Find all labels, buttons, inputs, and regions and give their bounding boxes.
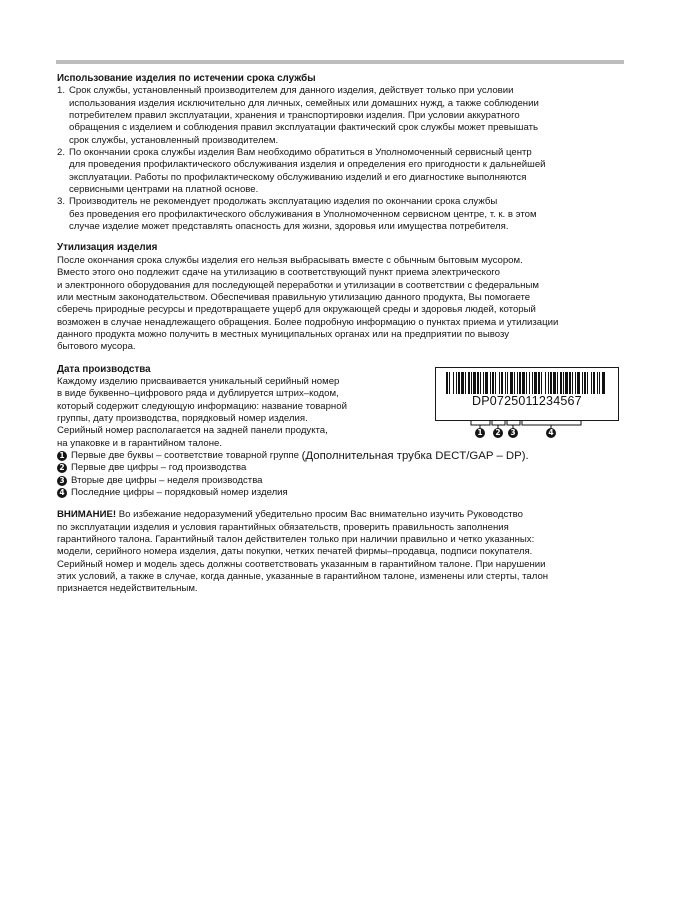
- text-line: модели, серийного номера изделия, даты покупки, четких печатей фирмы–продавца, подписи покупателя.: [57, 546, 533, 558]
- barcode-bar: [591, 372, 592, 394]
- text-line: бытового мусора.: [57, 341, 136, 353]
- barcode-bar: [538, 372, 540, 394]
- text-line: сберечь природные ресурсы и предотвращаете ущерб для окружающей среды и здоровья людей, который: [57, 304, 536, 316]
- text-line: Серийный номер располагается на задней панели продукта,: [57, 425, 328, 437]
- barcode-bar: [519, 372, 521, 394]
- text-line: По окончании срока службы изделия Вам необходимо обратиться в Уполномоченный сервисный центр: [69, 147, 532, 159]
- text-line: который содержит следующую информацию: название товарной: [57, 400, 347, 412]
- production-date-heading: Дата производства: [57, 363, 151, 375]
- barcode-bar: [602, 372, 605, 394]
- text-line: потребителем правил эксплуатации, хранения и транспортировки изделия. При условии аккуратного: [69, 110, 520, 122]
- marker-1: 1: [475, 428, 485, 438]
- barcode-bar: [565, 372, 568, 394]
- barcode-bar: [490, 372, 491, 394]
- item-number: 3.: [57, 196, 66, 208]
- text-line: срок службы, установленный производителем.: [69, 134, 279, 146]
- text-line: обращения с изделием и соблюдения правил эксплуатации фактический срок службы может превышать: [69, 122, 538, 134]
- barcode-bar: [593, 372, 595, 394]
- usage-heading: Использование изделия по истечении срока службы: [57, 73, 316, 84]
- legend-text: Последние цифры – порядковый номер изделия: [71, 487, 288, 498]
- barcode-bar: [461, 372, 464, 394]
- marker-3: 3: [57, 476, 67, 486]
- barcode-bar: [517, 372, 518, 394]
- barcode-bar: [560, 372, 562, 394]
- barcode-bar: [492, 372, 494, 394]
- text-line: или местным законодательством. Обеспечивая правильную утилизацию данного продукта, Вы помогаете: [57, 291, 531, 303]
- item-number: 1.: [57, 85, 66, 97]
- barcode-bar: [446, 372, 448, 394]
- text-line: Каждому изделию присваивается уникальный серийный номер: [57, 375, 340, 387]
- top-divider: [56, 60, 624, 64]
- document-body: [57, 73, 623, 596]
- barcode-bar: [534, 372, 537, 394]
- legend-row-1: [57, 450, 623, 462]
- legend-row-3: [57, 475, 623, 487]
- barcode-bar: [569, 372, 571, 394]
- barcode-bar: [465, 372, 466, 394]
- barcode-bar: [510, 372, 513, 394]
- text-line: по эксплуатации изделия и условия гарантийных обязательств, проверить правильность заполнения: [57, 521, 509, 533]
- text-line: Серийный номер и модель здесь должны соответствовать указанным в гарантийном талоне. При нарушении: [57, 558, 546, 570]
- text-line: сервисными центрами на платной основе.: [69, 184, 259, 196]
- legend-text: Первые две цифры – год производства: [71, 462, 247, 474]
- legend-text: Первые две буквы – соответствие товарной группе: [71, 449, 302, 461]
- barcode-bar: [449, 372, 450, 394]
- text-line: для проведения профилактического обслуживания изделия и определения его пригодности к дальнейшей: [69, 159, 546, 171]
- legend-row-4: [57, 487, 623, 499]
- barcode-bar: [532, 372, 533, 394]
- marker-1: 1: [57, 451, 67, 461]
- barcode-bar: [477, 372, 479, 394]
- text-line: признается недействительным.: [57, 583, 198, 595]
- barcode-bar: [507, 372, 508, 394]
- barcode-label: [435, 367, 619, 421]
- text-line: После окончания срока службы изделия его нельзя выбрасывать вместе с обычным бытовым мусором.: [57, 254, 523, 266]
- barcode-bar: [514, 372, 515, 394]
- marker-2: 2: [57, 463, 67, 473]
- text-line: случае изделие может представлять опасность для жизни, здоровья или имущества потребителя.: [69, 221, 509, 233]
- legend-row-2: [57, 462, 623, 474]
- usage-item-1: [57, 85, 623, 147]
- barcode-bar: [485, 372, 488, 394]
- barcode-bar: [577, 372, 580, 394]
- serial-number: DP0725011234567: [472, 393, 582, 408]
- barcode-bar: [557, 372, 558, 394]
- text-line: Вместо этого оно подлежит сдаче на утилизацию в соответствующий пункт приема электрического: [57, 267, 500, 279]
- text-line: Производитель не рекомендует продолжать эксплуатацию изделия по окончании срока службы: [69, 196, 498, 208]
- text-line: эксплуатации. Работы по профилактическому обслуживанию изделий и его диагностике выполняются: [69, 171, 527, 183]
- barcode-bar: [584, 372, 586, 394]
- barcode-bar: [480, 372, 481, 394]
- legend-extra: (Дополнительная трубка DECT/GAP – DP).: [301, 449, 529, 462]
- text-line: гарантийного талона. Гарантийный талон действителен только при наличии правильно и четко указанных:: [57, 534, 535, 546]
- marker-4: 4: [546, 428, 556, 438]
- usage-section: [57, 73, 623, 233]
- barcode-icon: [446, 372, 608, 394]
- attention-first-line: [57, 509, 623, 521]
- item-number: 2.: [57, 147, 66, 159]
- disposal-heading: Утилизация изделия: [57, 242, 158, 254]
- barcode-bar: [548, 372, 549, 394]
- barcode-bar: [587, 372, 588, 394]
- barcode-bar: [456, 372, 457, 394]
- text-line: в виде буквенно–цифрового ряда и дублируется штрих–кодом,: [57, 388, 339, 400]
- marker-4: 4: [57, 488, 67, 498]
- barcode-bar: [550, 372, 552, 394]
- text-line: этих условий, а также в случае, когда данные, указанные в гарантийном талоне, изменены или стерты, талон: [57, 571, 549, 583]
- barcode-bar: [505, 372, 506, 394]
- barcode-bar: [563, 372, 564, 394]
- barcode-bar: [495, 372, 496, 394]
- barcode-bar: [553, 372, 556, 394]
- barcode-bar: [501, 372, 503, 394]
- text-line: без проведения его профилактического обслуживания в Уполномоченном сервисном центре, т. к. в этом: [69, 208, 537, 220]
- text-line: использования изделия исключительно для личных, семейных или домашних нужд, а также соблюдении: [69, 97, 539, 109]
- text-line: Срок службы, установленный производителем для данного изделия, действует только при условии: [69, 85, 514, 97]
- barcode-bar: [529, 372, 530, 394]
- disposal-section: [57, 242, 623, 353]
- barcode-bar: [572, 372, 573, 394]
- barcode-bar: [526, 372, 527, 394]
- marker-3: 3: [508, 428, 518, 438]
- usage-item-3: [57, 196, 623, 233]
- barcode-bar: [453, 372, 454, 394]
- barcode-bar: [597, 372, 598, 394]
- barcode-bar: [541, 372, 542, 394]
- barcode-bar: [499, 372, 500, 394]
- barcode-bar: [582, 372, 583, 394]
- barcode-bar: [545, 372, 546, 394]
- text-line: группы, дату производства, порядковый номер изделия.: [57, 412, 308, 424]
- text-line: на упаковке и в гарантийном талоне.: [57, 437, 223, 449]
- attention-text: Во избежание недоразумений убедительно просим Вас внимательно изучить Руководство: [116, 509, 523, 521]
- barcode-bar: [483, 372, 484, 394]
- usage-item-2: [57, 147, 623, 196]
- text-line: и электронного оборудования для последующей переработки и утилизации в соответствии с федеральным: [57, 279, 539, 291]
- text-line: возможен в случае ненадлежащего обращения. Более подробную информацию о пунктах приема и утилизации: [57, 316, 559, 328]
- barcode-bar: [522, 372, 525, 394]
- barcode-bar: [458, 372, 460, 394]
- barcode-bar: [471, 372, 472, 394]
- barcode-bar: [473, 372, 476, 394]
- serial-brackets: [435, 420, 617, 430]
- barcode-bar: [575, 372, 576, 394]
- legend-text: Вторые две цифры – неделя производства: [71, 474, 263, 486]
- barcode-bar: [599, 372, 600, 394]
- production-date-section: [57, 364, 623, 500]
- attention-label: ВНИМАНИЕ!: [57, 509, 117, 521]
- text-line: данного продукта можно получить в местных муниципальных органах или на предприятии по вывозу: [57, 328, 510, 340]
- marker-2: 2: [493, 428, 503, 438]
- attention-section: [57, 509, 623, 595]
- barcode-bar: [468, 372, 470, 394]
